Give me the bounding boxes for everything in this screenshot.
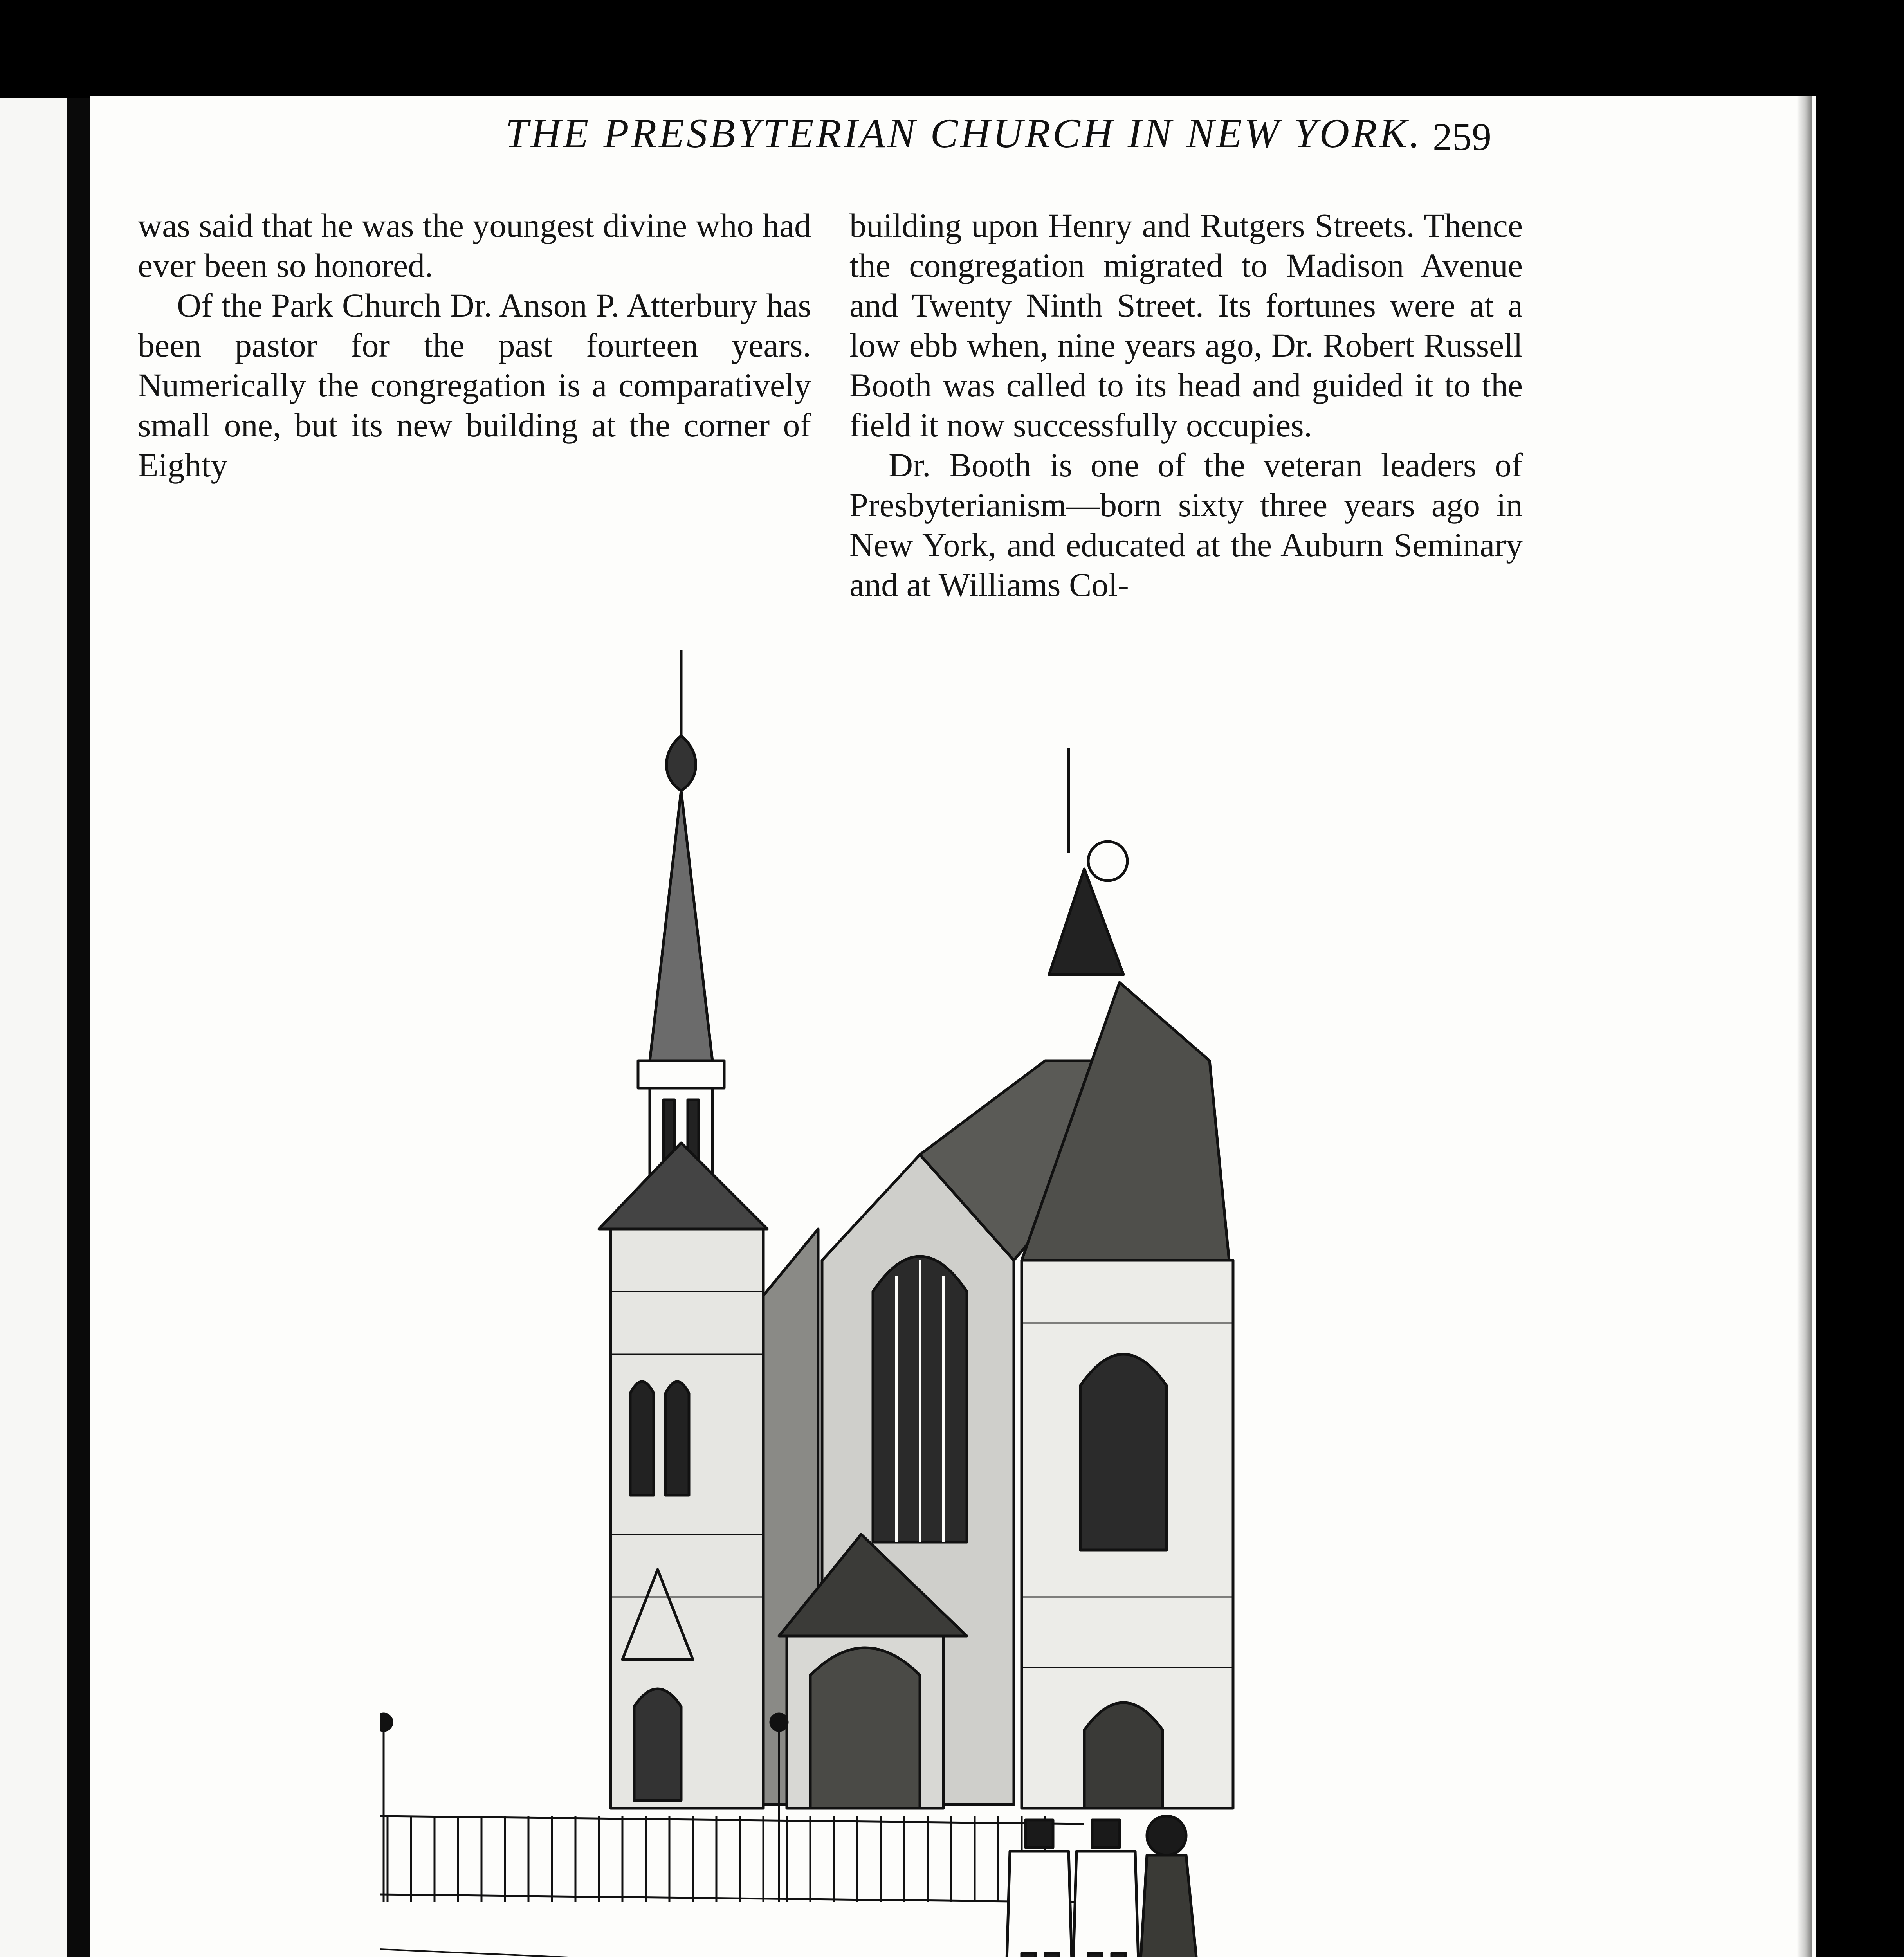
- text-column-top-right: [849, 205, 1523, 605]
- text-column-top-left: [138, 205, 811, 485]
- spire: [638, 650, 724, 1182]
- previous-page-edge: [0, 98, 67, 1957]
- paragraph: Dr. Booth is one of the veteran leaders of Presbyterianism—born sixty three years ago in New York, and educated at the Auburn Seminary and at Williams Col-: [849, 446, 1523, 604]
- paragraph: was said that he was the youngest divine who had ever been so honored.: [138, 207, 811, 284]
- page-number: 259: [1433, 115, 1491, 159]
- running-title: THE PRESBYTERIAN CHURCH IN NEW YORK.: [505, 110, 1422, 156]
- paragraph: Of the Park Church Dr. Anson P. Atterbury has been pastor for the past fourteen years. Numerically the congregation is a comparatively small one, but its new building at the corner of Eighty: [138, 287, 811, 484]
- transept: [1022, 748, 1233, 1808]
- paragraph: building upon Henry and Rutgers Streets. Thence the congregation migrated to Madison Avenue and Twenty Ninth Street. Its fortunes were at a low ebb when, nine years ago, Dr. Robert Russell Booth was called to its head and guided it to the field it now successfully occupies.: [849, 207, 1523, 444]
- church-illustration: [380, 650, 1280, 1957]
- tower: [611, 1229, 763, 1808]
- page-right-edge-shadow: [1797, 96, 1812, 1957]
- figures: [1006, 1816, 1206, 1957]
- book-gutter: [67, 98, 90, 1957]
